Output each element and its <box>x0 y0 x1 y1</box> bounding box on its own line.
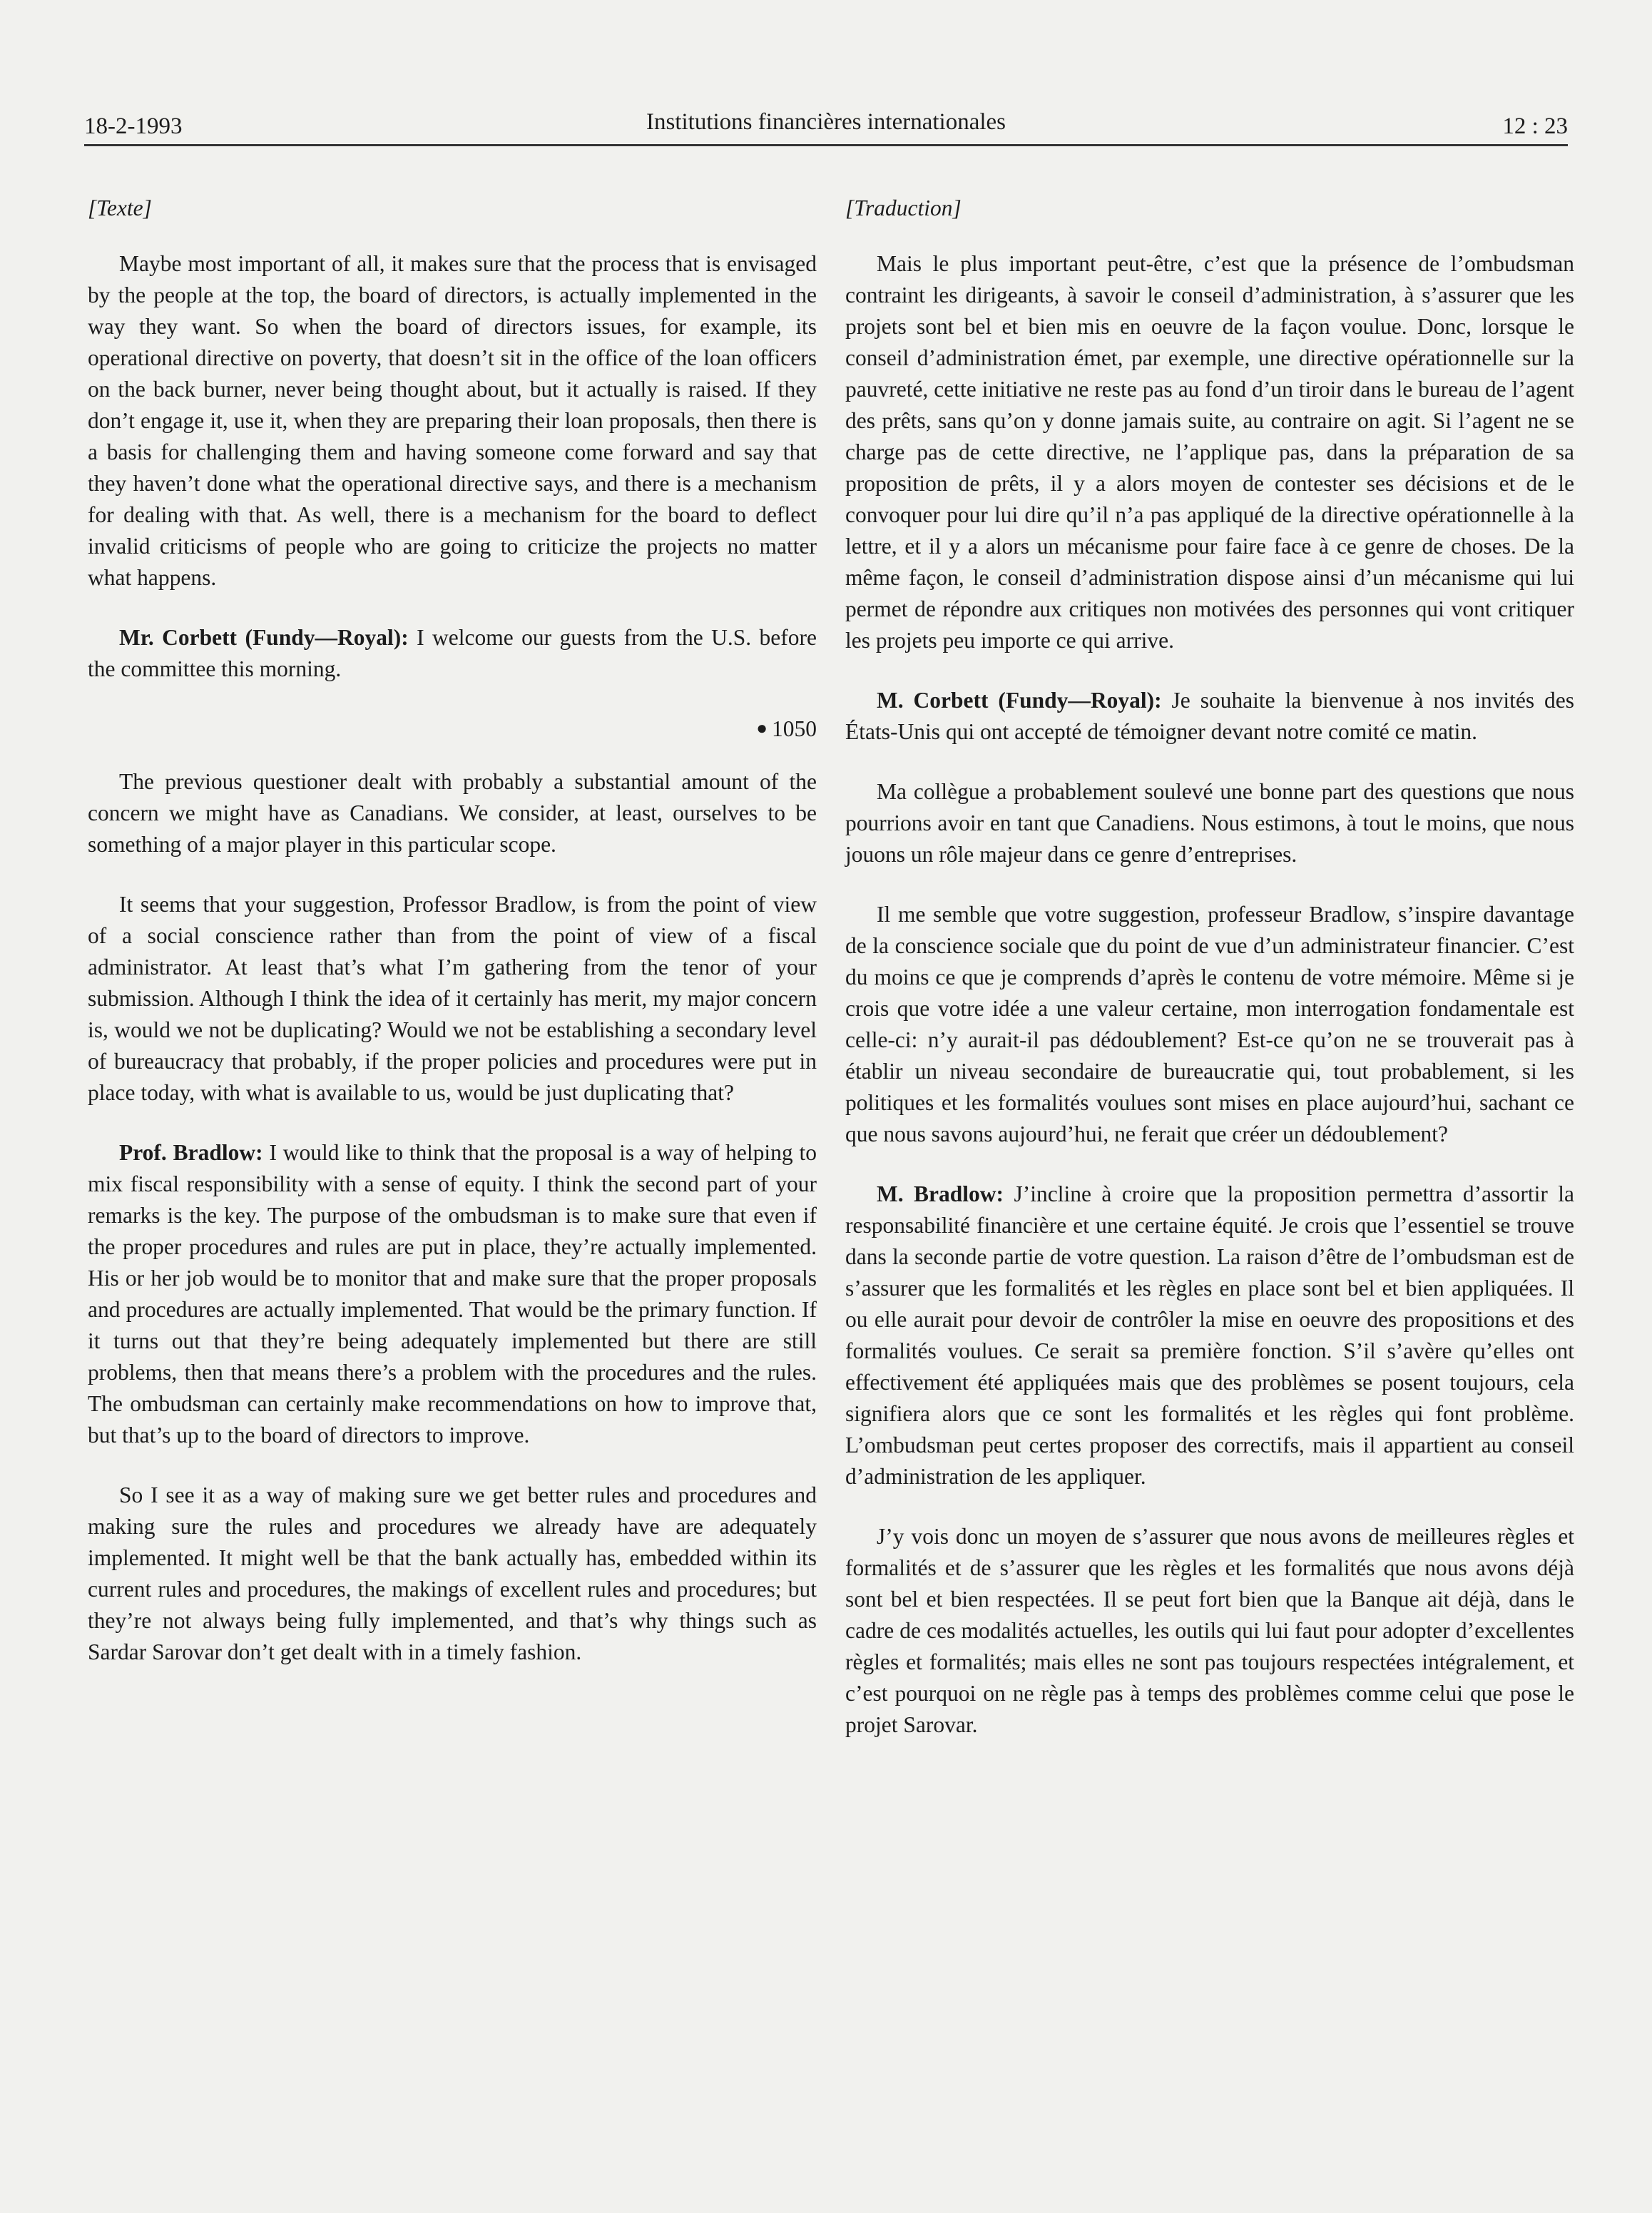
speaker-text: I welcome our guests from the U.S. before the committee this morning. <box>88 625 817 681</box>
header-date: 18-2-1993 <box>84 113 183 139</box>
page-header <box>84 107 1568 146</box>
speaker-name: M. Bradlow: <box>877 1181 1004 1206</box>
speaker-text: Je souhaite la bienvenue à nos invités des États-Unis qui ont accepté de témoigner devant notre comité ce matin. <box>845 688 1574 744</box>
speaker-name: Prof. Bradlow: <box>119 1140 263 1165</box>
paragraph: J’y vois donc un moyen de s’assurer que nous avons de meilleures règles et formalités et de s’assurer que les règles et les formalités que nous avons déjà sont bel et bien respectées. Il se peut fort bien que la Banque ait déjà, dans le cadre de ces modalités actuelles, les outils qui lui faut pour adopter d’excellentes règles et formalités; mais elles ne sont pas toujours respectées intégralement, et c’est pourquoi on ne règle pas à temps des problèmes comme celui que pose le projet Sarovar. <box>845 1524 1574 1737</box>
paragraph: Il me semble que votre suggestion, professeur Bradlow, s’inspire davantage de la conscience sociale que du point de vue d’un administrateur financier. C’est du moins ce que je comprends d’après le contenu de votre mémoire. Même si je crois que votre idée a une valeur certaine, mon interrogation fondamentale est celle-ci: n’y aurait-il pas dédoublement? Est-ce qu’on ne se trouverait pas à établir un niveau secondaire de bureaucratie qui, tout probablement, si les politiques et les formalités voulues sont mises en place aujourd’hui, sachant ce que nous savons aujourd’hui, ne ferait que créer un dédoublement? <box>845 902 1574 1146</box>
paragraph: The previous questioner dealt with probably a substantial amount of the concern we might have as Canadians. We consider, at least, ourselves to be something of a major player in this particular scope. <box>88 769 817 857</box>
speaker-paragraph <box>845 1179 1574 1492</box>
french-column <box>845 193 1574 1769</box>
language-tag: [Texte] <box>88 195 152 220</box>
speaker-text: I would like to think that the proposal is a way of helping to mix fiscal responsibility with a sense of equity. I think the second part of your remarks is the key. The purpose of the ombudsman is to make sure that even if the proper procedures and rules are put in place, they’re actually implemented. His or her job would be to monitor that and make sure that the proper proposals and procedures are actually implemented. That would be the primary function. If it turns out that they’re being adequately implemented but there are still problems, then that means there’s a problem with the procedures and the rules. The ombudsman can certainly make recommendations on how to improve that, but that’s up to the board of directors to improve. <box>88 1140 817 1448</box>
speaker-paragraph <box>845 685 1574 748</box>
speaker-name: Mr. Corbett (Fundy—Royal): <box>119 625 409 650</box>
time-marker <box>88 713 817 746</box>
speaker-paragraph <box>88 622 817 685</box>
time-marker-value: 1050 <box>772 716 817 741</box>
language-tag: [Traduction] <box>845 195 962 220</box>
paragraph: Maybe most important of all, it makes sure that the process that is envisaged by the people at the top, the board of directors, is actually implemented in the way they want. So when the board of directors issues, for example, its operational directive on poverty, that doesn’t sit in the office of the loan officers on the back burner, never being thought about, but it actually is raised. If they don’t engage it, use it, when they are preparing their loan proposals, then there is a basis for challenging them and having someone come forward and say that they haven’t done what the operational directive says, and there is a mechanism for dealing with that. As well, there is a mechanism for the board to deflect invalid criticisms of people who are going to criticize the projects no matter what happens. <box>88 251 817 590</box>
header-title: Institutions financières internationales <box>646 109 1006 135</box>
paragraph: So I see it as a way of making sure we get better rules and procedures and making sure the rules and procedures we already have are adequately implemented. It might well be that the bank actually has, embedded within its current rules and procedures, the makings of excellent rules and procedures; but they’re not always being fully implemented, and that’s why things such as Sardar Sarovar don’t get dealt with in a timely fashion. <box>88 1482 817 1664</box>
english-column <box>88 193 817 1696</box>
header-page-number: 12 : 23 <box>1502 113 1568 139</box>
paragraph: It seems that your suggestion, Professor Bradlow, is from the point of view of a social conscience rather than from the point of view of a fiscal administrator. At least that’s what I’m gathering from the tenor of your submission. Although I think the idea of it certainly has merit, my major concern is, would we not be duplicating? Would we not be establishing a secondary level of bureaucracy that probably, if the proper policies and procedures were put in place today, with what is available to us, would be just duplicating that? <box>88 892 817 1105</box>
bullet-icon: ● <box>756 718 768 738</box>
speaker-text: J’incline à croire que la proposition permettra d’assortir la responsabilité financière et une certaine équité. Je crois que l’essentiel se trouve dans la seconde partie de votre question. La raison d’être de l’ombudsman est de s’assurer que les formalités et les règles en place sont bel et bien appliquées. Il ou elle aurait pour devoir de contrôler la mise en oeuvre des propositions et des formalités voulues. Ce serait sa première fonction. S’il s’avère qu’elles ont effectivement été appliquées mais que des problèmes se posent toujours, cela signifiera alors que ce sont les formalités et les règles qui font problème. L’ombudsman peut certes proposer des correctifs, mais il appartient au conseil d’administration de les appliquer. <box>845 1181 1575 1489</box>
speaker-paragraph <box>88 1137 817 1451</box>
speaker-name: M. Corbett (Fundy—Royal): <box>877 688 1162 713</box>
paragraph: Mais le plus important peut-être, c’est que la présence de l’ombudsman contraint les dirigeants, à savoir le conseil d’administration, à s’assurer que les projets sont bel et bien mis en oeuvre de la façon voulue. Donc, lorsque le conseil d’administration émet, par exemple, une directive opérationnelle sur la pauvreté, cette initiative ne reste pas au fond d’un tiroir dans le bureau de l’agent des prêts, sans qu’on y donne jamais suite, au contraire on agit. Si l’agent ne se charge pas de cette directive, ne l’applique pas, dans la préparation de sa proposition de prêts, il y a alors moyen de contester ses décisions et de le convoquer pour lui dire qu’il n’a pas appliqué de la directive opérationnelle à la lettre, et il y a alors un mécanisme pour faire face à ce genre de choses. De la même façon, le conseil d’administration dispose ainsi d’un mécanisme qui lui permet de répondre aux critiques non motivées des personnes qui vont critiquer les projets peu importe ce qui arrive. <box>845 251 1574 653</box>
paragraph: Ma collègue a probablement soulevé une bonne part des questions que nous pourrions avoir en tant que Canadiens. Nous estimons, à tout le moins, que nous jouons un rôle majeur dans ce genre d’entreprises. <box>845 779 1574 867</box>
